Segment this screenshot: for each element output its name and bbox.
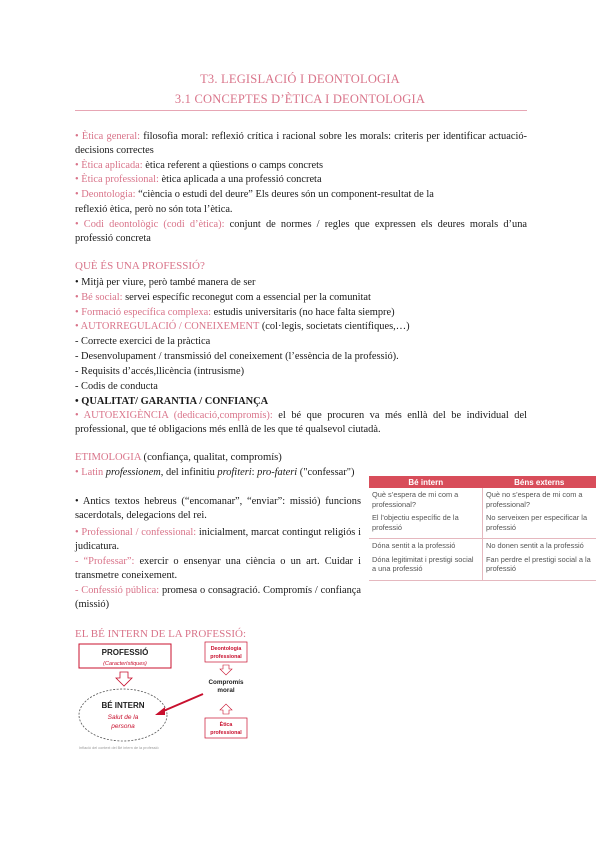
- etimologia-hebreus: • Antics textos hebreus (“encomanar”, “enviar”: missió) funcions sacerdotals, delegacions del rei.: [75, 496, 361, 521]
- etimologia-heading: ETIMOLOGIA (confiança, qualitat, compromís): [75, 452, 282, 463]
- table-cell: Què s’espera de mi com a professional? El l’objectiu específic de la professió: [369, 488, 483, 539]
- section-be-intern-heading: EL BÉ INTERN DE LA PROFESSIÓ:: [75, 628, 247, 640]
- compromis-arrow-line: [161, 694, 203, 712]
- def-deontologia: • Deontologia: “ciència o estudi del deure” Els deures són un component-resultat de la: [75, 189, 434, 200]
- professio-line-9: • QUALITAT/ GARANTIA / CONFIANÇA: [75, 396, 269, 407]
- etica-label-2: professional: [210, 730, 242, 736]
- etica-label-1: Ètica: [219, 722, 233, 728]
- professio-line-7: - Requisits d’accés,llicència (intrusisme): [75, 366, 245, 377]
- compromis-label-2: moral: [217, 687, 235, 694]
- etimologia-professar: - “Professar”: exercir o ensenyar una ciència o un art. Cuidar i transmetre coneixement.: [75, 556, 361, 581]
- page-subtitle: 3.1 CONCEPTES D’ÈTICA I DEONTOLOGIA: [174, 92, 426, 106]
- title-divider: [75, 110, 527, 111]
- table-cell: Dóna sentit a la professió Dóna legitimitat i prestigi social a una professió: [369, 539, 483, 581]
- salut-label-2: persona: [111, 723, 135, 730]
- table-header-cell: Bé intern: [369, 476, 483, 488]
- professio-line-5: - Correcte exercici de la pràctica: [75, 336, 211, 347]
- be-intern-label: BÉ INTERN: [101, 701, 145, 710]
- compromis-label-1: Compromís: [208, 679, 244, 686]
- table-row: [369, 539, 596, 581]
- table-cell: Què no s’espera de mi com a professional? No serveixen per especificar la professió: [483, 488, 597, 539]
- be-intern-diagram: [75, 640, 275, 752]
- section-professio-heading: QUÈ ÉS UNA PROFESSIÓ?: [75, 260, 205, 272]
- professio-line-6: - Desenvolupament / transmissió del coneixement (l’essència de la professió).: [75, 351, 399, 362]
- professio-line-4: • AUTORREGULACIÓ / CONEIXEMENT (col·legis, societats científiques,…): [75, 321, 410, 332]
- professio-label: PROFESSIÓ: [101, 648, 149, 657]
- etimologia-latin: • Latin professionem, del infinitiu profiteri: pro-fateri ("confessar"): [75, 467, 355, 478]
- be-intern-bens-externs-table: [369, 476, 596, 581]
- etimologia-professional: • Professional / confessional: inicialment, marcat contingut religiós i judicatura.: [75, 527, 361, 552]
- deontologia-label-1: Deontologia: [210, 646, 242, 652]
- caracteristiques-label: (Característiques): [103, 661, 147, 667]
- def-etica-general: • Ètica general: filosofia moral: reflexió crítica i racional sobre les morals: criteris per identificar actuació-decisions correctes: [75, 131, 528, 156]
- table-header-row: [369, 476, 596, 488]
- down-arrow: [116, 672, 132, 686]
- deontologia-label-2: professional: [210, 654, 242, 660]
- table-cell: No donen sentit a la professió Fan perdre el prestigi social a la professió: [483, 539, 597, 581]
- table-row: [369, 488, 596, 539]
- professio-line-3: • Formació específica complexa: estudis universitaris (no hace falta siempre): [75, 307, 395, 318]
- professio-line-2: • Bé social: servei específic reconegut com a essencial per la comunitat: [75, 292, 371, 303]
- professio-line-1: • Mitjà per viure, però també manera de ser: [75, 277, 256, 288]
- professio-line-10: • AUTOEXIGÈNCIA (dedicació,compromís): el bé que procuren va més enllà del be individual del professional, que té obligacions més enllà de les que té qualsevol ciutadà.: [75, 410, 527, 435]
- salut-label-1: Salut de la: [107, 714, 139, 721]
- def-codi-deontologic: • Codi deontològic (codi d’ètica): conjunt de normes / regles que expressen els deures morals d’una professió concreta: [75, 219, 527, 244]
- etica-arrow: [220, 704, 232, 714]
- etimologia-confessio: - Confessió pública: promesa o consagració. Compromís / confiança (missió): [75, 585, 361, 610]
- def-deontologia-cont: reflexió ètica, però no són tota l’ètica.: [75, 204, 233, 215]
- diagram-footnote: Inflació del context del Bé intern de la professió: [79, 746, 159, 750]
- def-etica-professional: • Ètica professional: ètica aplicada a una professió concreta: [75, 174, 322, 185]
- deontologia-arrow: [220, 665, 232, 675]
- table-header-cell: Béns externs: [483, 476, 597, 488]
- page-title: T3. LEGISLACIÓ I DEONTOLOGIA: [200, 72, 400, 86]
- professio-line-8: - Codis de conducta: [75, 381, 158, 392]
- def-etica-aplicada: • Ètica aplicada: ètica referent a qüestions o camps concrets: [75, 160, 324, 171]
